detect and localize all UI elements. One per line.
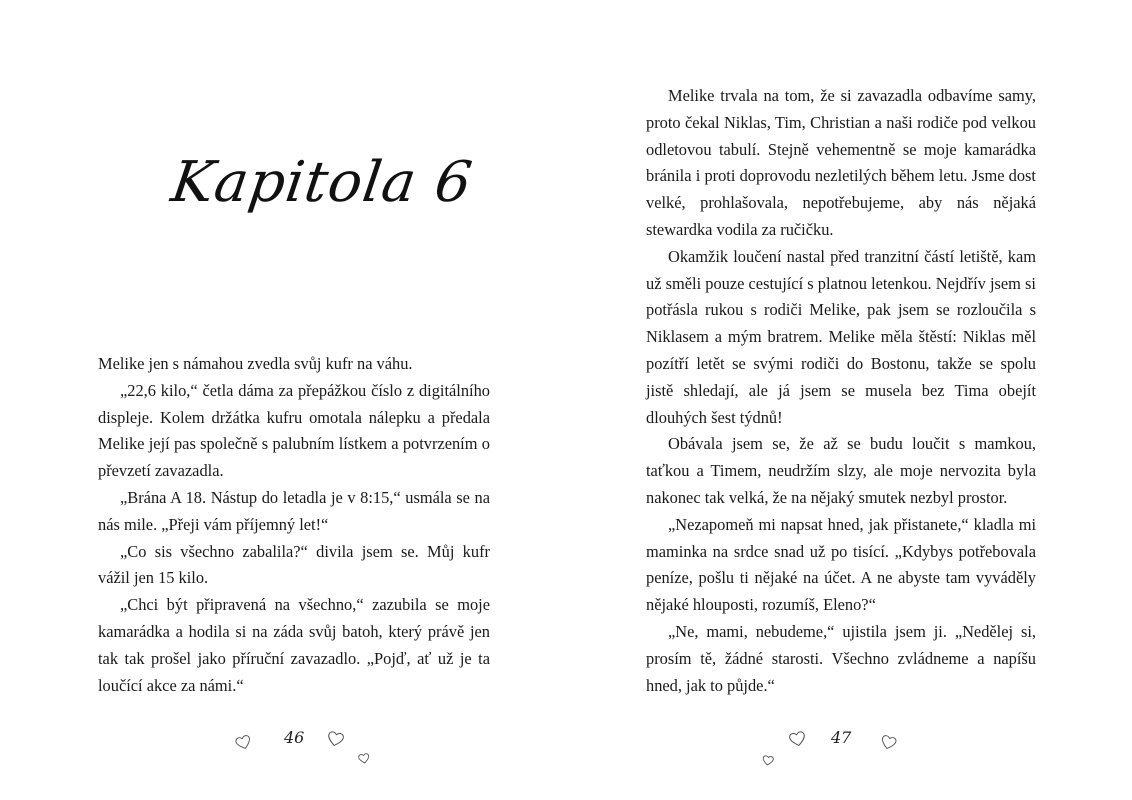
right-page [566, 0, 1132, 800]
paragraph: Okamžik loučení nastal před tranzitní částí letiště, kam už směli pouze cestující s platnou letenkou. Nejdřív jsem si potřásla rukou s rodiči Melike, pak jsem se rozloučila s Niklasem a mým bratrem. Melike měla štěstí: Niklas měl pozítří letět se svými rodiči do Bostonu, takže se spolu jistě shledají, ale já jsem se musela bez Tima obejít dlouhých šest týdnů! [646, 246, 1036, 427]
paragraph: „Brána A 18. Nástup do letadla je v 8:15,“ usmála se na nás mile. „Přeji vám příjemný let!“ [98, 487, 490, 534]
paragraph: „Chci být připravená na všechno,“ zazubila se moje kamarádka a hodila si na záda svůj batoh, který právě jen tak tak prošel jako příruční zavazadlo. „Pojď, ať už je ta loučící akce za námi.“ [98, 595, 490, 695]
paragraph: „Nezapomeň mi napsat hned, jak přistanete,“ kladla mi maminka na srdce snad už po tisící. „Kdybys potřebovala peníze, pošlu ti nějaké na účet. A ne abyste tam vyváděly nějaké hlouposti, rozumíš, Eleno?“ [646, 514, 1036, 615]
heart-icon [326, 731, 345, 747]
heart-icon [880, 735, 897, 750]
paragraph: Melike jen s námahou zvedla svůj kufr na váhu. [98, 354, 413, 373]
paragraph: Obávala jsem se, že až se budu loučit s mamkou, taťkou a Timem, neudržím slzy, ale moje nervozita byla nakonec tak velká, že na nějaký smutek nezbyl prostor. [646, 434, 1036, 507]
paragraph: Melike trvala na tom, že si zavazadla odbavíme samy, proto čekal Niklas, Tim, Christian a naši rodiče pod velkou odletovou tabulí. Stejně vehementně se moje kamarádka bránila i proti doprovodu nezletilých během letu. Jsme dost velké, prohlašovala, nepotřebujeme, aby nás nějaká stewardka vodila za ručičku. [646, 86, 1036, 239]
left-page-text [98, 351, 490, 699]
right-page-text [646, 83, 1036, 699]
paragraph: „Ne, mami, nebudeme,“ ujistila jsem ji. „Nedělej si, prosím tě, žádné starosti. Všechno zvládneme a napíšu hned, jak to půjde.“ [646, 621, 1036, 695]
paragraph: „Co sis všechno zabalila?“ divila jsem se. Můj kufr vážil jen 15 kilo. [98, 541, 490, 588]
heart-icon [788, 731, 807, 747]
page-number: 46 [284, 728, 305, 747]
chapter-title: Kapitola 6 [167, 150, 477, 215]
paragraph: „22,6 kilo,“ četla dáma za přepážkou číslo z digitálního displeje. Kolem držátka kufru omotala nálepku a předala Melike její pas společně s palubním lístkem a potvrzením o převzetí zavazadla. [98, 380, 490, 481]
heart-icon [358, 753, 370, 764]
page-number: 47 [831, 728, 852, 747]
heart-icon [235, 735, 252, 750]
heart-icon [762, 755, 774, 766]
